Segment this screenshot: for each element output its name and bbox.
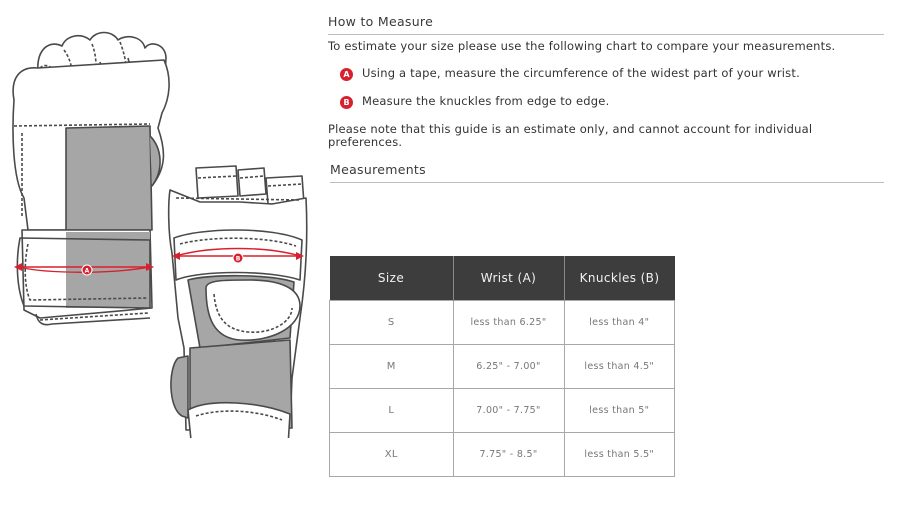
size-cell: L [330,389,454,433]
size-cell: M [330,345,454,389]
disclaimer-note: Please note that this guide is an estimate only, and cannot account for individual preferences. [328,122,813,149]
column-header-size: Size [330,256,454,301]
marker-a-badge: A [340,68,353,81]
knuckles-cell: less than 4.5" [564,345,675,389]
how-to-measure-heading: How to Measure [328,14,884,35]
left-glove [13,33,169,325]
step-a [340,67,884,81]
knuckles-cell: less than 5" [564,389,675,433]
wrist-cell: 6.25" - 7.00" [453,345,564,389]
table-row [330,433,675,477]
table-row [330,389,675,433]
size-cell: XL [330,433,454,477]
table-row [330,301,675,345]
wrist-cell: 7.00" - 7.75" [453,389,564,433]
marker-b-badge: B [340,96,353,109]
table-row [330,345,675,389]
wrist-cell: less than 6.25" [453,301,564,345]
step-b-text: Measure the knuckles from edge to edge. [362,94,610,108]
measurements-heading: Measurements [330,162,884,183]
marker-a-label: A [84,267,90,275]
table-header-row [330,256,675,301]
knuckles-cell: less than 5.5" [564,433,675,477]
instructions-panel [328,14,884,183]
step-a-text: Using a tape, measure the circumference of the widest part of your wrist. [362,66,800,80]
size-cell: S [330,301,454,345]
step-b [340,95,884,109]
column-header-wrist: Wrist (A) [453,256,564,301]
right-glove [169,166,307,438]
knuckles-cell: less than 4" [564,301,675,345]
size-chart-table [329,256,675,477]
intro-text: To estimate your size please use the following chart to compare your measurements. [328,39,836,53]
marker-b-label: B [235,255,241,263]
column-header-knuckles: Knuckles (B) [564,256,675,301]
wrist-cell: 7.75" - 8.5" [453,433,564,477]
glove-illustration [0,18,320,438]
